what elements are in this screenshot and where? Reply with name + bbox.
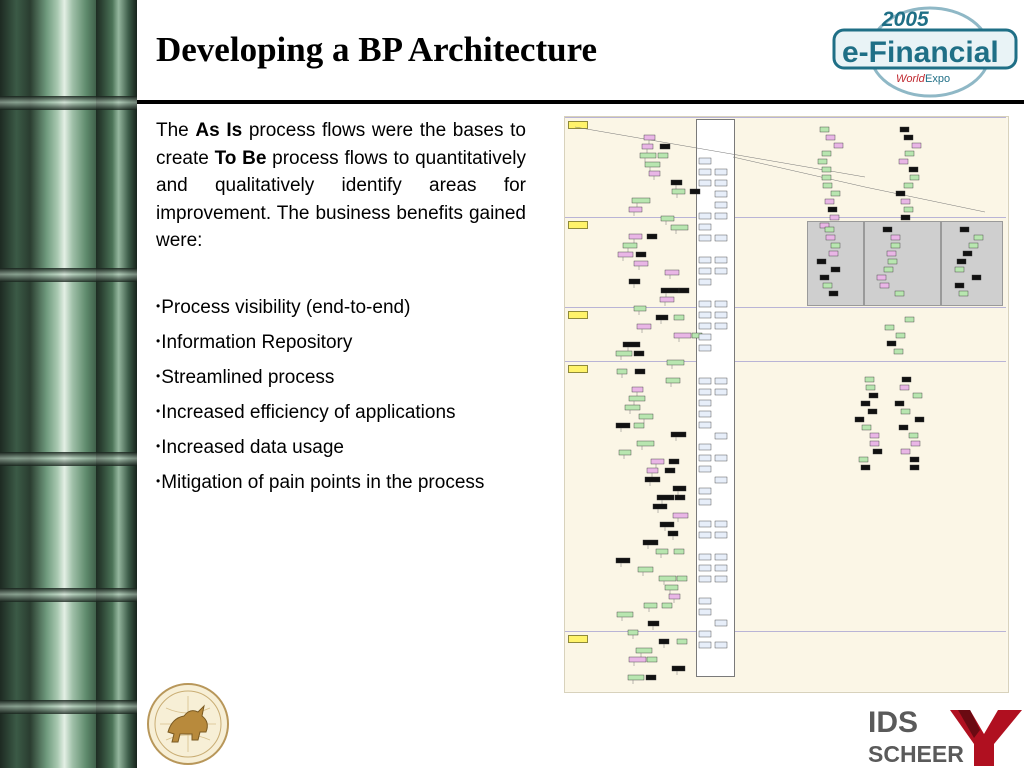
system-cell — [715, 235, 727, 241]
bamboo-node — [0, 700, 137, 714]
flow-step — [900, 127, 909, 132]
flow-step — [651, 459, 664, 464]
flow-connectors — [565, 117, 1006, 690]
flow-step — [828, 207, 837, 212]
system-cell — [699, 224, 711, 230]
flow-step — [955, 283, 964, 288]
flow-step — [645, 162, 660, 167]
flow-step — [905, 151, 914, 156]
flow-step — [972, 275, 981, 280]
benefits-list — [156, 293, 526, 503]
slide-title: Developing a BP Architecture — [156, 30, 598, 69]
system-cell — [715, 169, 727, 175]
flow-step — [646, 675, 656, 680]
flow-step — [910, 465, 919, 470]
flow-step — [644, 135, 655, 140]
system-cell — [699, 301, 711, 307]
system-cell — [715, 455, 727, 461]
flow-step — [662, 603, 672, 608]
flow-step — [825, 227, 834, 232]
flow-step — [895, 291, 904, 296]
flow-step — [862, 425, 871, 430]
flow-step — [820, 127, 829, 132]
flow-step — [823, 283, 832, 288]
system-cell — [699, 499, 711, 505]
ids-text: IDS — [868, 706, 919, 739]
flow-step — [865, 377, 874, 382]
system-cell — [715, 532, 727, 538]
flow-step — [861, 465, 870, 470]
flow-connector — [733, 157, 865, 187]
flow-step — [647, 657, 657, 662]
flow-step — [901, 409, 910, 414]
to-be-emphasis: To Be — [214, 147, 267, 169]
system-cell — [715, 323, 727, 329]
flow-step — [661, 216, 674, 221]
system-cell — [699, 400, 711, 406]
system-cell — [715, 312, 727, 318]
flow-step — [629, 396, 645, 401]
system-cell — [715, 213, 727, 219]
flow-step — [649, 171, 660, 176]
flow-step — [869, 393, 878, 398]
flow-step — [899, 425, 908, 430]
bamboo-node — [0, 452, 137, 466]
flow-step — [885, 325, 894, 330]
flow-step — [955, 267, 964, 272]
bamboo-node — [0, 96, 137, 110]
flow-step — [625, 405, 640, 410]
flow-step — [913, 393, 922, 398]
flow-step — [671, 432, 686, 437]
system-cell — [699, 257, 711, 263]
flow-step — [660, 144, 670, 149]
flow-step — [671, 180, 682, 185]
flow-step — [616, 423, 630, 428]
flow-step — [904, 183, 913, 188]
flow-step — [825, 199, 834, 204]
flow-step — [963, 251, 972, 256]
flow-step — [690, 189, 700, 194]
system-cell — [699, 235, 711, 241]
flow-step — [638, 567, 653, 572]
system-cell — [699, 444, 711, 450]
flow-step — [629, 279, 640, 284]
flow-step — [868, 409, 877, 414]
list-item: •Process visibility (end-to-end) — [156, 297, 411, 318]
system-cell — [699, 268, 711, 274]
system-cell — [699, 576, 711, 582]
flow-step — [632, 198, 650, 203]
system-cell — [699, 213, 711, 219]
flow-step — [823, 183, 832, 188]
flow-step — [887, 341, 896, 346]
flow-step — [901, 449, 910, 454]
flow-step — [645, 477, 660, 482]
expo-sub-expo: Expo — [925, 73, 951, 85]
flow-step — [855, 417, 864, 422]
flow-step — [668, 531, 678, 536]
flow-step — [640, 153, 656, 158]
system-cell — [715, 257, 727, 263]
system-cell — [699, 345, 711, 351]
flow-step — [672, 189, 685, 194]
flow-step — [660, 522, 674, 527]
system-cell — [699, 609, 711, 615]
flow-step — [866, 385, 875, 390]
system-cell — [715, 389, 727, 395]
flow-step — [629, 657, 646, 662]
flow-step — [826, 235, 835, 240]
flow-step — [643, 540, 658, 545]
system-cell — [699, 554, 711, 560]
system-cell — [715, 433, 727, 439]
process-flow-diagram — [564, 116, 1009, 693]
flow-step — [623, 243, 637, 248]
flow-step — [910, 457, 919, 462]
flow-step — [658, 153, 668, 158]
flow-step — [636, 252, 646, 257]
list-item: •Information Repository — [156, 332, 353, 353]
flow-step — [677, 576, 687, 581]
system-cell — [699, 455, 711, 461]
flow-step — [822, 167, 831, 172]
flow-step — [831, 243, 840, 248]
flow-step — [974, 235, 983, 240]
system-cell — [699, 279, 711, 285]
system-cell — [715, 477, 727, 483]
flow-step — [909, 167, 918, 172]
flow-step — [660, 297, 674, 302]
flow-step — [884, 267, 893, 272]
flow-step — [629, 207, 642, 212]
system-cell — [699, 466, 711, 472]
system-cell — [699, 642, 711, 648]
flow-step — [899, 159, 908, 164]
flow-step — [822, 175, 831, 180]
list-item: •Increased data usage — [156, 437, 344, 458]
flow-step — [618, 252, 633, 257]
flow-step — [667, 360, 684, 365]
bamboo-node — [0, 588, 137, 602]
flow-step — [960, 227, 969, 232]
system-cell — [715, 642, 727, 648]
system-cell — [715, 301, 727, 307]
list-item: •Mitigation of pain points in the process — [156, 472, 485, 493]
flow-step — [877, 275, 886, 280]
flow-step — [648, 621, 659, 626]
system-cell — [699, 565, 711, 571]
flow-step — [817, 259, 826, 264]
flow-step — [829, 291, 838, 296]
system-cell — [715, 378, 727, 384]
flow-step — [672, 666, 685, 671]
system-cell — [715, 191, 727, 197]
flow-step — [887, 251, 896, 256]
flow-step — [661, 288, 679, 293]
flow-step — [831, 191, 840, 196]
flow-step — [657, 495, 674, 500]
flow-step — [873, 449, 882, 454]
flow-step — [900, 385, 909, 390]
flow-step — [895, 401, 904, 406]
flow-step — [617, 612, 633, 617]
flow-step — [634, 351, 644, 356]
flow-step — [820, 275, 829, 280]
bamboo-decoration — [0, 0, 137, 768]
intro-paragraph: The As Is process flows were the bases to create To Be process flows to quantitatively and qualitatively identify areas for improvement. The business benefits gained were: — [156, 120, 526, 251]
flow-step — [904, 207, 913, 212]
system-cell — [715, 576, 727, 582]
bamboo-stalk — [96, 0, 137, 768]
flow-step — [905, 317, 914, 322]
flow-step — [634, 306, 646, 311]
as-is-emphasis: As Is — [195, 120, 243, 141]
flow-step — [669, 459, 679, 464]
expo-sub-world: World — [896, 73, 925, 85]
system-cell — [715, 521, 727, 527]
system-cell — [699, 334, 711, 340]
flow-step — [818, 159, 827, 164]
ids-scheer-logo — [866, 704, 1024, 768]
flow-step — [647, 468, 658, 473]
flow-step — [659, 576, 676, 581]
flow-step — [629, 234, 642, 239]
flow-step — [639, 414, 653, 419]
flow-step — [675, 495, 685, 500]
flow-step — [822, 151, 831, 156]
system-cell — [715, 180, 727, 186]
flow-step — [957, 259, 966, 264]
flow-step — [830, 215, 839, 220]
list-item: •Increased efficiency of applications — [156, 402, 456, 423]
flow-step — [674, 333, 691, 338]
flow-step — [912, 143, 921, 148]
flow-step — [659, 639, 669, 644]
expo-year: 2005 — [882, 8, 929, 31]
flow-step — [647, 234, 657, 239]
system-cell — [715, 268, 727, 274]
system-cell — [699, 158, 711, 164]
flow-step — [959, 291, 968, 296]
flow-step — [880, 283, 889, 288]
flow-step — [644, 603, 657, 608]
flow-step — [673, 486, 686, 491]
flow-step — [896, 333, 905, 338]
system-cell — [699, 169, 711, 175]
flow-step — [861, 401, 870, 406]
flow-step — [910, 175, 919, 180]
flow-step — [831, 267, 840, 272]
flow-step — [637, 324, 651, 329]
flow-step — [674, 549, 684, 554]
system-cell — [699, 422, 711, 428]
system-cell — [699, 598, 711, 604]
system-cell — [699, 631, 711, 637]
expo-name: e-Financial — [842, 36, 999, 69]
flow-step — [883, 227, 892, 232]
flow-step — [666, 378, 680, 383]
flow-step — [628, 675, 644, 680]
system-cell — [715, 565, 727, 571]
flow-step — [901, 215, 910, 220]
flow-step — [628, 630, 638, 635]
flow-step — [656, 549, 668, 554]
flow-step — [901, 199, 910, 204]
flow-step — [642, 144, 653, 149]
e-financial-expo-logo — [830, 2, 1020, 98]
flow-step — [634, 423, 644, 428]
flow-step — [826, 135, 835, 140]
flow-step — [891, 235, 900, 240]
flow-step — [870, 433, 879, 438]
flow-step — [674, 315, 684, 320]
flow-step — [888, 259, 897, 264]
system-cell — [715, 554, 727, 560]
flow-step — [635, 369, 645, 374]
system-cell — [699, 323, 711, 329]
flow-step — [636, 648, 652, 653]
flow-step — [669, 594, 680, 599]
title-divider — [137, 100, 1024, 104]
flow-step — [677, 639, 687, 644]
flow-step — [617, 369, 627, 374]
flow-step — [894, 349, 903, 354]
flow-step — [632, 387, 643, 392]
system-cell — [699, 180, 711, 186]
system-cell — [699, 488, 711, 494]
flow-step — [671, 225, 688, 230]
flow-step — [653, 504, 667, 509]
flow-step — [616, 558, 630, 563]
list-item: •Streamlined process — [156, 367, 335, 388]
bamboo-node — [0, 268, 137, 282]
system-cell — [699, 378, 711, 384]
bull-emblem-logo — [146, 682, 230, 766]
flow-step — [665, 468, 675, 473]
flow-step — [909, 433, 918, 438]
flow-step — [616, 351, 632, 356]
system-cell — [715, 202, 727, 208]
system-cell — [699, 532, 711, 538]
system-cell — [699, 312, 711, 318]
flow-step — [829, 251, 838, 256]
flow-step — [673, 513, 688, 518]
flow-step — [915, 417, 924, 422]
flow-step — [623, 342, 640, 347]
flow-step — [902, 377, 911, 382]
flow-step — [656, 315, 668, 320]
system-cell — [699, 389, 711, 395]
flow-step — [634, 261, 648, 266]
flow-step — [870, 441, 879, 446]
flow-connector — [865, 187, 985, 212]
flow-step — [619, 450, 631, 455]
flow-step — [911, 441, 920, 446]
system-cell — [699, 521, 711, 527]
flow-step — [834, 143, 843, 148]
flow-step — [665, 585, 678, 590]
flow-step — [969, 243, 978, 248]
flow-step — [904, 135, 913, 140]
system-cell — [699, 411, 711, 417]
flow-step — [637, 441, 654, 446]
flow-step — [891, 243, 900, 248]
flow-step — [665, 270, 679, 275]
flow-step — [679, 288, 689, 293]
flow-step — [896, 191, 905, 196]
flow-step — [859, 457, 868, 462]
scheer-text: SCHEER — [868, 741, 964, 767]
system-cell — [715, 620, 727, 626]
